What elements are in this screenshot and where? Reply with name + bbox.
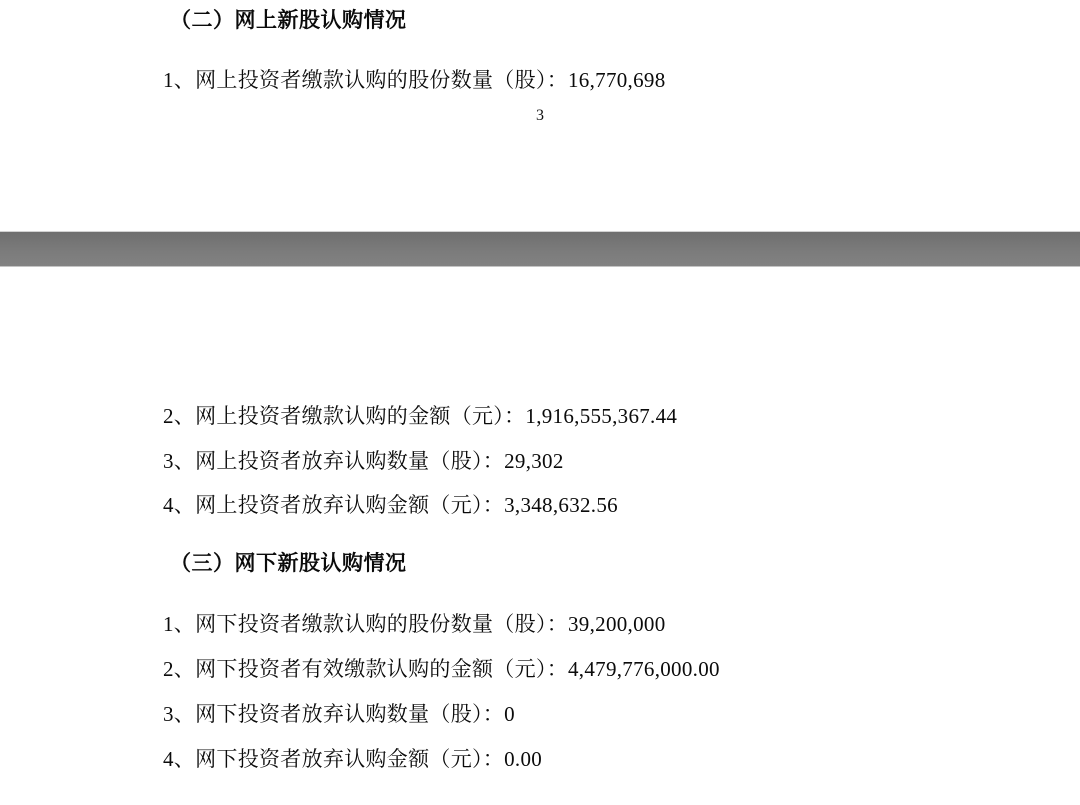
offline-line-amount: 2、网下投资者有效缴款认购的金额（元）：4,479,776,000.00 [163, 657, 720, 681]
online-line-abandoned-amount: 4、网上投资者放弃认购金额（元）：3,348,632.56 [163, 493, 618, 517]
offline-line-shares: 1、网下投资者缴款认购的股份数量（股）：39,200,000 [163, 612, 666, 636]
page-three-bottom [0, 0, 1080, 231]
online-line-amount: 2、网上投资者缴款认购的金额（元）：1,916,555,367.44 [163, 404, 678, 428]
offline-line-abandoned-shares: 3、网下投资者放弃认购数量（股）：0 [163, 702, 515, 726]
offline-line-abandoned-amount: 4、网下投资者放弃认购金额（元）：0.00 [163, 747, 543, 771]
online-line-abandoned-shares: 3、网上投资者放弃认购数量（股）：29,302 [163, 449, 564, 473]
section-offline-heading: （三）网下新股认购情况 [170, 551, 407, 575]
page-four-top [0, 267, 1080, 805]
online-line-shares: 1、网上投资者缴款认购的股份数量（股）：16,770,698 [163, 68, 666, 92]
section-online-heading: （二）网上新股认购情况 [170, 8, 407, 32]
page-divider [0, 231, 1080, 267]
page-number: 3 [536, 107, 544, 124]
